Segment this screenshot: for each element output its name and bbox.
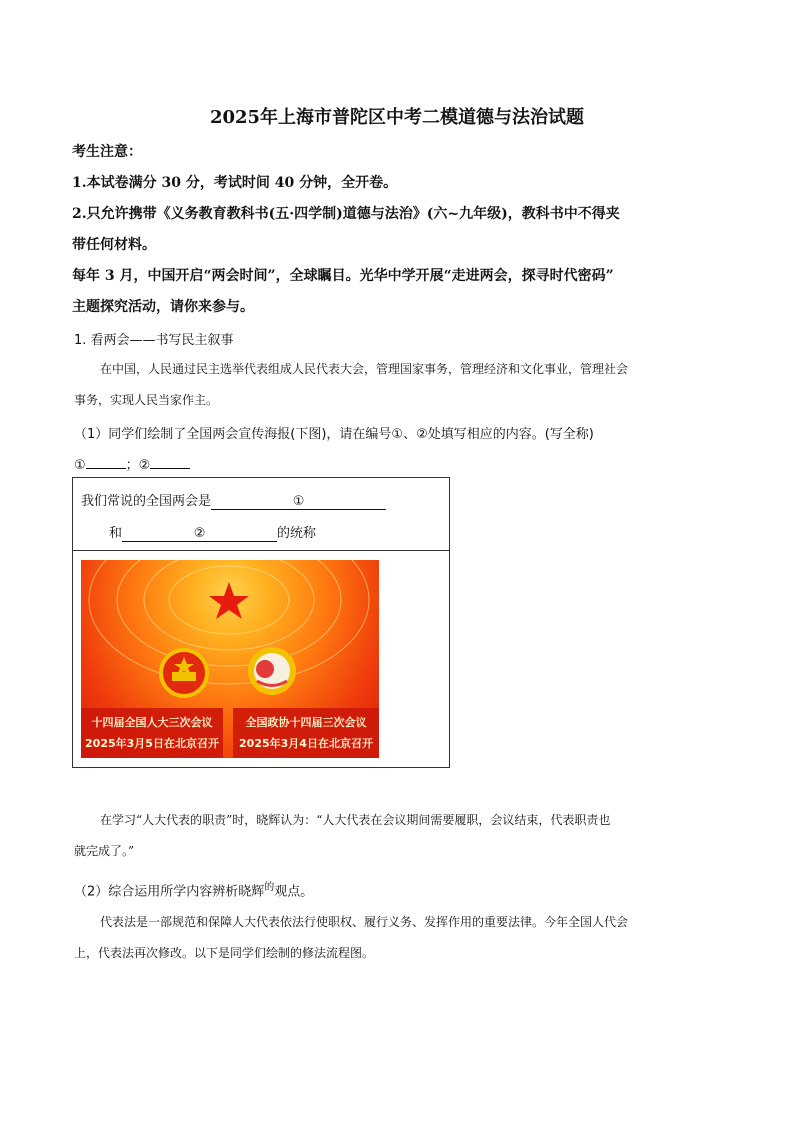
material-2-line-2: 就完成了。”: [74, 844, 135, 858]
sub-question-2-sup: 的: [264, 882, 275, 893]
material-1-line-2: 事务，实现人民当家作主。: [74, 393, 219, 407]
notice-item-2-line-2: 带任何材料。: [72, 237, 156, 253]
question-1-heading: 1. 看两会——书写民主叙事: [74, 333, 234, 348]
lianghui-poster-image: [81, 560, 379, 758]
answer-blank-1[interactable]: [86, 455, 126, 469]
national-emblem-icon: [161, 650, 207, 696]
cppcc-emblem-icon: [248, 647, 296, 695]
answer-separator: ；②: [125, 458, 151, 473]
banner-cppcc: [233, 708, 379, 758]
material-2-line-1: 在学习“人大代表的职责”时，晓辉认为：“人大代表在会议期间需要履职，会议结束，代表职责也: [100, 813, 611, 827]
poster-line-2: [109, 522, 316, 542]
notice-item-2-line-1: 2.只允许携带《义务教育教科书(五·四学制)道德与法治》(六~九年级)，教科书中不得夹: [72, 206, 620, 222]
banner-npc-line-1: 十四届全国人大三次会议: [91, 716, 213, 729]
poster-line-2-suffix: 的统称: [277, 526, 317, 541]
star-icon: [209, 582, 249, 619]
intro-line-1: 每年 3 月，中国开启“两会时间”，全球瞩目。光华中学开展“走进两会，探寻时代密码”: [72, 268, 614, 284]
banner-cppcc-line-2: 2025年3月4日在北京召开: [239, 737, 373, 750]
poster-line-1: [81, 490, 386, 510]
sub-question-2-prefix: （2）综合运用所学内容辨析晓辉: [74, 884, 265, 900]
answer-mark-1: ①: [74, 458, 86, 473]
banner-npc: [81, 708, 223, 758]
answer-line: [74, 454, 190, 473]
page-title: 2025年上海市普陀区中考二模道德与法治试题: [209, 107, 585, 128]
poster-blank-2: ②: [122, 526, 277, 542]
material-1-line-1: 在中国，人民通过民主选举代表组成人民代表大会，管理国家事务，管理经济和文化事业，管理社会: [100, 362, 629, 376]
notice-item-1: 1.本试卷满分 30 分，考试时间 40 分钟，全开卷。: [72, 175, 398, 191]
intro-line-2: 主题探究活动，请你来参与。: [72, 299, 254, 315]
sub-question-2: [74, 878, 313, 899]
banner-npc-line-2: 2025年3月5日在北京召开: [85, 737, 219, 750]
poster-blank-1: ①: [211, 494, 386, 510]
sub-question-1: （1）同学们绘制了全国两会宣传海报(下图)，请在编号①、②处填写相应的内容。(写全称): [74, 427, 594, 442]
poster-line-2-prefix: 和: [109, 526, 123, 541]
ceiling-rings: [89, 560, 369, 684]
material-3-line-2: 上，代表法再次修改。以下是同学们绘制的修法流程图。: [74, 946, 375, 960]
notice-heading: 考生注意：: [72, 144, 142, 160]
material-3-line-1: 代表法是一部规范和保障人大代表依法行使职权、履行义务、发挥作用的重要法律。今年全国人代会: [100, 915, 629, 929]
poster-box: [72, 477, 450, 768]
poster-line-1-text: 我们常说的全国两会是: [81, 494, 212, 509]
banner-cppcc-line-1: 全国政协十四届三次会议: [245, 716, 367, 729]
poster-divider: [73, 550, 449, 551]
sub-question-2-suffix: 观点。: [274, 884, 314, 900]
answer-blank-2[interactable]: [150, 455, 190, 469]
